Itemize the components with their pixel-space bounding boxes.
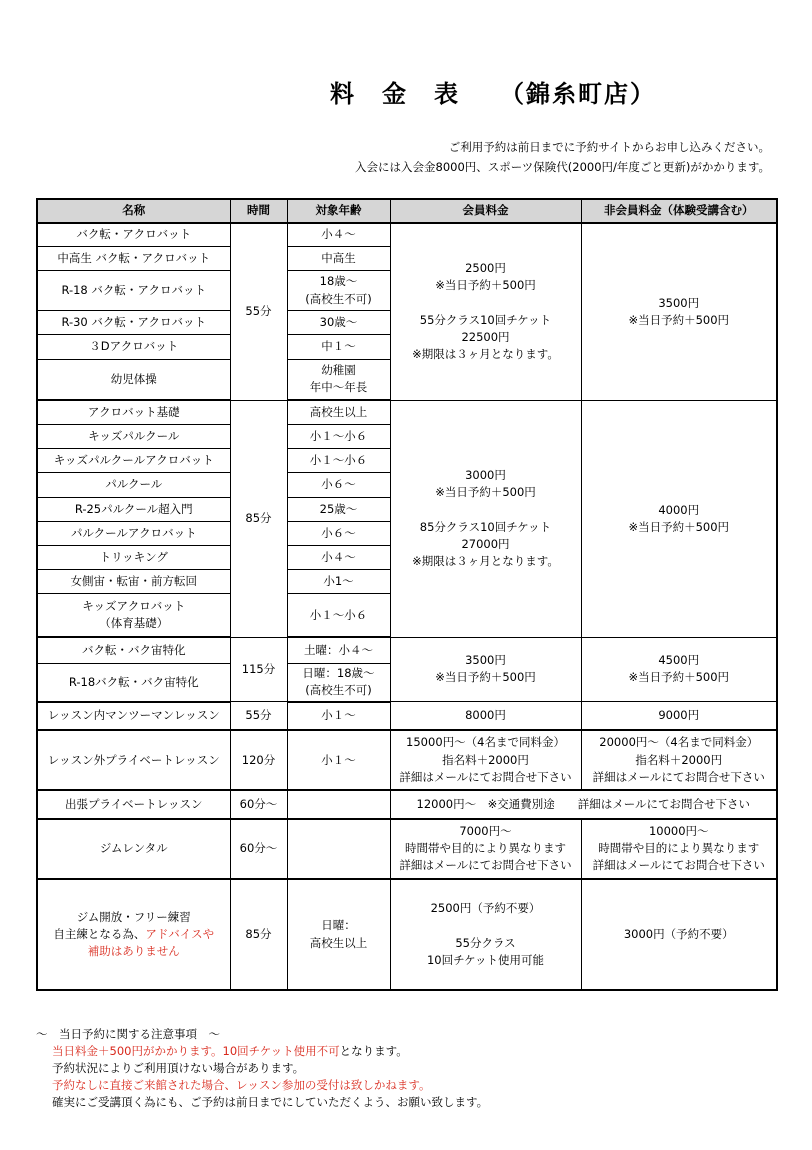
- nonmember-fee: 4000円 ※当日予約＋500円: [581, 400, 777, 637]
- member-fee: 2500円（予約不要） 55分クラス 10回チケット使用可能: [390, 879, 581, 990]
- class-time: 115分: [230, 637, 287, 702]
- class-time: 120分: [230, 730, 287, 790]
- member-fee: 3000円 ※当日予約＋500円 85分クラス10回チケット 27000円 ※期限は３ヶ月となります。: [390, 400, 581, 637]
- open-gym-note: [40, 926, 228, 943]
- class-time: 55分: [230, 223, 287, 400]
- same-day-notes: [36, 1026, 488, 1111]
- class-name: 幼児体操: [37, 359, 230, 400]
- table-row: [37, 223, 777, 246]
- nonmember-fee: 10000円〜 時間帯や目的により異なります 詳細はメールにてお問合せ下さい: [581, 819, 777, 879]
- class-name: キッズパルクールアクロバット: [37, 449, 230, 473]
- class-age-empty: [287, 819, 390, 879]
- class-age: 30歳〜: [287, 311, 390, 335]
- class-age: 小1〜: [287, 570, 390, 594]
- page-title: 料 金 表 （錦糸町店）: [330, 80, 656, 108]
- reservation-note: ご利用予約は前日までに予約サイトからお申し込みください。: [448, 140, 770, 154]
- class-name: バク転・バク宙特化: [37, 637, 230, 663]
- class-age: 日曜： 高校生以上: [287, 879, 390, 990]
- member-fee: 3500円 ※当日予約＋500円: [390, 637, 581, 702]
- open-gym-note-text: 自主練となる為、: [53, 926, 146, 941]
- class-name: ３Dアクロバット: [37, 335, 230, 359]
- fee-table: [36, 198, 778, 991]
- class-age: 日曜：18歳〜 (高校生不可): [287, 663, 390, 701]
- class-time: 60分〜: [230, 819, 287, 879]
- class-age: 高校生以上: [287, 400, 390, 424]
- class-time: 85分: [230, 879, 287, 990]
- nonmember-fee: 4500円 ※当日予約＋500円: [581, 637, 777, 702]
- class-age: 18歳〜 (高校生不可): [287, 270, 390, 310]
- class-age: 25歳〜: [287, 497, 390, 521]
- header-member-fee: 会員料金: [390, 199, 581, 223]
- class-age-empty: [287, 790, 390, 818]
- class-name: レッスン内マンツーマンレッスン: [37, 702, 230, 730]
- class-time: 85分: [230, 400, 287, 637]
- class-age: 小１〜: [287, 702, 390, 730]
- member-fee: 8000円: [390, 702, 581, 730]
- class-name: R-25パルクール超入門: [37, 497, 230, 521]
- class-age: 幼稚園 年中〜年長: [287, 359, 390, 400]
- table-row: [37, 819, 777, 879]
- class-age: 小１〜: [287, 730, 390, 790]
- class-name: 女側宙・転宙・前方転回: [37, 570, 230, 594]
- nonmember-fee: 9000円: [581, 702, 777, 730]
- class-name: R-18 バク転・アクロバット: [37, 270, 230, 310]
- table-row: [37, 702, 777, 730]
- table-header-row: [37, 199, 777, 223]
- class-name: バク転・アクロバット: [37, 223, 230, 246]
- class-name: パルクール: [37, 473, 230, 497]
- nonmember-fee: 3000円（予約不要）: [581, 879, 777, 990]
- member-fee: 7000円〜 時間帯や目的により異なります 詳細はメールにてお問合せ下さい: [390, 819, 581, 879]
- nonmember-fee: 3500円 ※当日予約＋500円: [581, 223, 777, 400]
- class-name: アクロバット基礎: [37, 400, 230, 424]
- table-row: [37, 730, 777, 790]
- class-name: 出張プライベートレッスン: [37, 790, 230, 818]
- nonmember-fee: 20000円〜（4名まで同料金） 指名料＋2000円 詳細はメールにてお問合せ下さい: [581, 730, 777, 790]
- member-fee: 15000円〜（4名まで同料金） 指名料＋2000円 詳細はメールにてお問合せ下さい: [390, 730, 581, 790]
- class-name: R-18バク転・バク宙特化: [37, 663, 230, 701]
- class-age: 小６〜: [287, 473, 390, 497]
- table-row: [37, 790, 777, 818]
- table-row: [37, 637, 777, 663]
- notes-line-1: [36, 1043, 488, 1060]
- notes-line-4: 確実にご受講頂く為にも、ご予約は前日までにしていただくよう、お願い致します。: [52, 1095, 489, 1109]
- header-nonmember-fee: 非会員料金（体験受講含む）: [581, 199, 777, 223]
- dispatch-fee: 12000円〜 ※交通費別途 詳細はメールにてお問合せ下さい: [390, 790, 777, 818]
- class-name: パルクールアクロバット: [37, 521, 230, 545]
- notes-line-1-rest: となります。: [339, 1044, 408, 1058]
- class-age: 中高生: [287, 246, 390, 270]
- class-age: 土曜：小４〜: [287, 637, 390, 663]
- header-age: 対象年齢: [287, 199, 390, 223]
- class-name: R-30 バク転・アクロバット: [37, 311, 230, 335]
- table-row: [37, 879, 777, 990]
- class-age: 小４〜: [287, 223, 390, 246]
- notes-line-1-red: 当日料金＋500円がかかります。10回チケット使用不可: [52, 1044, 340, 1058]
- class-name: キッズアクロバット （体育基礎）: [37, 594, 230, 637]
- class-age: 小６〜: [287, 521, 390, 545]
- open-gym-warning: アドバイスや: [145, 926, 215, 941]
- class-age: 小１〜小６: [287, 449, 390, 473]
- class-time: 60分〜: [230, 790, 287, 818]
- member-fee: 2500円 ※当日予約＋500円 55分クラス10回チケット 22500円 ※期限は３ヶ月となります。: [390, 223, 581, 400]
- class-age: 中１〜: [287, 335, 390, 359]
- class-name: レッスン外プライベートレッスン: [37, 730, 230, 790]
- header-name: 名称: [37, 199, 230, 223]
- class-name: ジムレンタル: [37, 819, 230, 879]
- class-time: 55分: [230, 702, 287, 730]
- open-gym-title: ジム開放・フリー練習: [76, 909, 191, 924]
- header-time: 時間: [230, 199, 287, 223]
- class-name: [37, 879, 230, 990]
- class-age: 小１〜小６: [287, 594, 390, 637]
- class-name: 中高生 バク転・アクロバット: [37, 246, 230, 270]
- open-gym-warning-cont: 補助はありません: [87, 944, 180, 959]
- class-age: 小４〜: [287, 545, 390, 569]
- notes-line-2: 予約状況によりご利用頂けない場合があります。: [52, 1061, 305, 1075]
- class-name: キッズパルクール: [37, 425, 230, 449]
- membership-note: 入会には入会金8000円、スポーツ保険代(2000円/年度ごと更新)がかかります。: [355, 160, 770, 174]
- notes-line-3: 予約なしに直接ご来館された場合、レッスン参加の受付は致しかねます。: [52, 1078, 431, 1092]
- table-row: [37, 400, 777, 424]
- class-age: 小１〜小６: [287, 425, 390, 449]
- class-name: トリッキング: [37, 545, 230, 569]
- notes-heading: 〜 当日予約に関する注意事項 〜: [36, 1027, 220, 1041]
